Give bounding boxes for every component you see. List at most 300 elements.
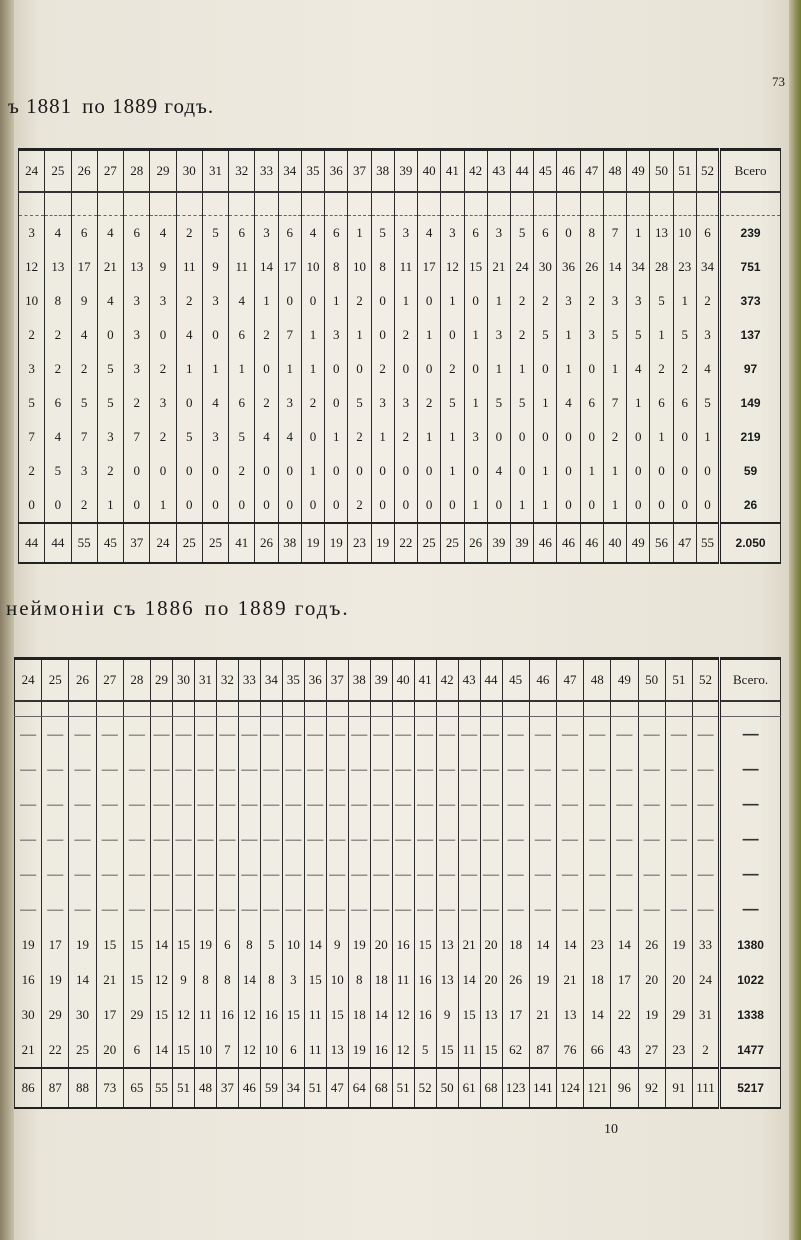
table-cell: 8 — [348, 962, 370, 997]
column-header: 30 — [172, 659, 194, 702]
dash-cell: — — [414, 787, 436, 822]
table-cell: 0 — [150, 318, 176, 352]
column-total-cell: 65 — [123, 1068, 150, 1108]
dash-cell: — — [15, 752, 42, 787]
dash-cell: — — [665, 892, 692, 927]
spacer-cell — [19, 192, 45, 216]
table-cell: 14 — [304, 927, 326, 962]
dash-cell: — — [304, 717, 326, 753]
column-header: 30 — [176, 150, 202, 193]
column-header: 42 — [464, 150, 487, 193]
table-cell: 3 — [255, 216, 278, 251]
table-cell: 1 — [348, 318, 371, 352]
row-total-cell: 1380 — [720, 927, 781, 962]
table-cell: 10 — [326, 962, 348, 997]
table-cell: 19 — [348, 1032, 370, 1068]
column-total-cell: 124 — [556, 1068, 583, 1108]
dash-cell: — — [348, 752, 370, 787]
table-cell: 0 — [510, 420, 533, 454]
table-cell: 12 — [172, 997, 194, 1032]
column-header: 40 — [392, 659, 414, 702]
table-cell: 4 — [418, 216, 441, 251]
column-header: 32 — [229, 150, 255, 193]
dash-cell: — — [414, 822, 436, 857]
dash-cell: — — [611, 717, 638, 753]
spacer-cell — [584, 701, 611, 717]
table-cell: 6 — [580, 386, 603, 420]
table-cell: 14 — [238, 962, 260, 997]
statistics-table-2 — [14, 657, 781, 1109]
table-cell: 6 — [229, 318, 255, 352]
table-cell: 17 — [611, 962, 638, 997]
page-number: 73 — [772, 74, 785, 89]
table-cell: 0 — [45, 488, 71, 523]
table-cell: 4 — [557, 386, 580, 420]
dash-cell: — — [151, 787, 173, 822]
table-cell: 3 — [627, 284, 650, 318]
spacer-cell — [238, 701, 260, 717]
table-cell: 4 — [150, 216, 176, 251]
table-cell: 22 — [42, 1032, 69, 1068]
dash-cell: — — [15, 857, 42, 892]
table-cell: 14 — [69, 962, 96, 997]
column-header: 47 — [580, 150, 603, 193]
table-row-empty — [15, 892, 781, 927]
dash-cell: — — [304, 822, 326, 857]
table-cell: 15 — [326, 997, 348, 1032]
spacer-cell — [458, 701, 480, 717]
table-cell: 5 — [348, 386, 371, 420]
table-cell: 14 — [151, 1032, 173, 1068]
table-cell: 9 — [172, 962, 194, 997]
dash-cell: — — [436, 752, 458, 787]
spacer-cell — [502, 701, 529, 717]
dash-cell: — — [611, 787, 638, 822]
spacer-cell — [255, 192, 278, 216]
table-cell: 0 — [176, 488, 202, 523]
dash-cell: — — [692, 787, 719, 822]
table-cell: 2 — [176, 284, 202, 318]
table-cell: 0 — [441, 488, 464, 523]
table-cell: 21 — [15, 1032, 42, 1068]
column-header: 50 — [638, 659, 665, 702]
table-cell: 1 — [150, 488, 176, 523]
table-cell: 2 — [19, 454, 45, 488]
column-header: 41 — [414, 659, 436, 702]
dash-cell: — — [326, 717, 348, 753]
table-cell: 0 — [202, 454, 228, 488]
spacer-cell — [15, 701, 42, 717]
dash-cell: — — [348, 892, 370, 927]
table-cell: 8 — [45, 284, 71, 318]
table-cell: 1 — [394, 284, 417, 318]
dash-cell: — — [436, 787, 458, 822]
table-cell: 10 — [194, 1032, 216, 1068]
table-cell: 1 — [650, 318, 673, 352]
dash-cell: — — [692, 857, 719, 892]
dash-cell: — — [348, 787, 370, 822]
table-cell: 0 — [650, 454, 673, 488]
dash-cell: — — [15, 892, 42, 927]
column-total-cell: 40 — [603, 523, 626, 563]
table-cell: 29 — [665, 997, 692, 1032]
dash-cell: — — [282, 857, 304, 892]
table-cell: 5 — [176, 420, 202, 454]
dash-cell: — — [260, 787, 282, 822]
table-cell: 16 — [216, 997, 238, 1032]
table-cell: 16 — [414, 962, 436, 997]
table-cell: 9 — [71, 284, 97, 318]
table-cell: 6 — [45, 386, 71, 420]
table-cell: 1 — [441, 284, 464, 318]
table-cell: 1 — [418, 420, 441, 454]
table-cell: 0 — [673, 420, 696, 454]
table-cell: 0 — [97, 318, 123, 352]
table-cell: 4 — [278, 420, 301, 454]
column-header: 43 — [458, 659, 480, 702]
table-cell: 16 — [414, 997, 436, 1032]
dash-cell: — — [370, 892, 392, 927]
table-cell: 3 — [325, 318, 348, 352]
table-cell: 3 — [124, 352, 150, 386]
spacer-cell — [71, 192, 97, 216]
table-cell: 18 — [502, 927, 529, 962]
table-cell: 15 — [123, 962, 150, 997]
dash-cell: — — [151, 822, 173, 857]
dash-cell: — — [584, 787, 611, 822]
table-row-empty — [15, 752, 781, 787]
table-cell: 0 — [418, 454, 441, 488]
table-cell: 3 — [97, 420, 123, 454]
column-total-cell: 44 — [19, 523, 45, 563]
table-cell: 4 — [97, 284, 123, 318]
table-cell: 5 — [97, 386, 123, 420]
section-heading-1 — [8, 94, 214, 119]
table-cell: 1 — [510, 352, 533, 386]
column-header: 44 — [510, 150, 533, 193]
table-cell: 2 — [124, 386, 150, 420]
column-header: 38 — [371, 150, 394, 193]
column-header: 25 — [42, 659, 69, 702]
table-cell: 6 — [650, 386, 673, 420]
dash-cell: — — [529, 857, 556, 892]
dash-cell: — — [529, 892, 556, 927]
dash-cell: — — [502, 892, 529, 927]
table-cell: 15 — [480, 1032, 502, 1068]
table-row — [19, 420, 781, 454]
spacer-cell — [534, 192, 557, 216]
spacer-row — [15, 701, 781, 717]
dash-cell: — — [96, 787, 123, 822]
table-cell: 2 — [45, 318, 71, 352]
table-cell: 17 — [42, 927, 69, 962]
dash-cell: — — [529, 717, 556, 753]
table-cell: 3 — [487, 216, 510, 251]
spacer-cell — [529, 701, 556, 717]
table-cell: 6 — [216, 927, 238, 962]
table-cell: 2 — [71, 352, 97, 386]
spacer-cell — [692, 701, 719, 717]
table-cell: 7 — [278, 318, 301, 352]
table-cell: 15 — [414, 927, 436, 962]
table-cell: 3 — [124, 318, 150, 352]
table-cell: 4 — [45, 216, 71, 251]
table-cell: 1 — [176, 352, 202, 386]
heading-2-right: по 1889 годъ. — [204, 596, 350, 620]
table-row — [15, 1032, 781, 1068]
column-header: 26 — [69, 659, 96, 702]
table-cell: 29 — [42, 997, 69, 1032]
column-total-cell: 92 — [638, 1068, 665, 1108]
table-cell: 0 — [325, 386, 348, 420]
dash-cell: — — [480, 822, 502, 857]
table-cell: 23 — [584, 927, 611, 962]
column-header: 35 — [282, 659, 304, 702]
table-cell: 14 — [370, 997, 392, 1032]
heading-1-left: ъ 1881 — [8, 94, 73, 118]
table-cell: 15 — [96, 927, 123, 962]
table-cell: 3 — [464, 420, 487, 454]
table-cell: 28 — [650, 250, 673, 284]
table-cell: 4 — [229, 284, 255, 318]
column-header: 25 — [45, 150, 71, 193]
spacer-row — [19, 192, 781, 216]
dash-cell: — — [665, 857, 692, 892]
table-cell: 6 — [278, 216, 301, 251]
table-cell: 30 — [534, 250, 557, 284]
dash-cell: — — [42, 717, 69, 753]
column-total-cell: 49 — [627, 523, 650, 563]
table-cell: 0 — [255, 454, 278, 488]
spacer-cell — [348, 701, 370, 717]
table-cell: 2 — [696, 284, 719, 318]
table-cell: 7 — [603, 386, 626, 420]
dash-cell: — — [638, 752, 665, 787]
dash-cell: — — [665, 752, 692, 787]
dash-cell: — — [584, 752, 611, 787]
spacer-cell — [510, 192, 533, 216]
table-cell: 0 — [557, 488, 580, 523]
table-cell: 0 — [696, 488, 719, 523]
table-cell: 21 — [529, 997, 556, 1032]
column-total-cell: 46 — [534, 523, 557, 563]
section-heading-2 — [6, 596, 350, 621]
table-cell: 8 — [371, 250, 394, 284]
table-cell: 7 — [124, 420, 150, 454]
column-header: 45 — [502, 659, 529, 702]
column-header: 24 — [15, 659, 42, 702]
table-cell: 3 — [603, 284, 626, 318]
table-cell: 1 — [696, 420, 719, 454]
table-cell: 0 — [534, 420, 557, 454]
table-cell: 6 — [696, 216, 719, 251]
table-header-row — [19, 150, 781, 193]
table-cell: 15 — [304, 962, 326, 997]
table-cell: 1 — [487, 352, 510, 386]
dash-cell: — — [96, 857, 123, 892]
table-cell: 0 — [464, 454, 487, 488]
dash-cell: — — [436, 857, 458, 892]
dash-cell: — — [665, 717, 692, 753]
dash-cell: — — [123, 752, 150, 787]
column-total-cell: 73 — [96, 1068, 123, 1108]
spacer-cell — [696, 192, 719, 216]
table-cell: 1 — [255, 284, 278, 318]
spacer-cell — [325, 192, 348, 216]
spacer-cell — [487, 192, 510, 216]
table-cell: 0 — [124, 454, 150, 488]
spacer-cell — [348, 192, 371, 216]
spacer-cell — [480, 701, 502, 717]
column-header: 26 — [71, 150, 97, 193]
table-cell: 19 — [69, 927, 96, 962]
table-cell: 34 — [696, 250, 719, 284]
dash-cell: — — [502, 857, 529, 892]
table-cell: 0 — [325, 488, 348, 523]
dash-cell: — — [304, 892, 326, 927]
column-total-cell: 37 — [124, 523, 150, 563]
row-total-cell: 1022 — [720, 962, 781, 997]
table-cell: 6 — [71, 216, 97, 251]
dash-cell: — — [556, 717, 583, 753]
dash-cell: — — [692, 752, 719, 787]
table-cell: 5 — [627, 318, 650, 352]
column-total-cell: 26 — [464, 523, 487, 563]
column-total-cell: 47 — [673, 523, 696, 563]
table-cell: 10 — [260, 1032, 282, 1068]
column-total-cell: 25 — [202, 523, 228, 563]
dash-cell: — — [123, 857, 150, 892]
spacer-cell — [216, 701, 238, 717]
dash-cell: — — [282, 787, 304, 822]
column-total-cell: 52 — [414, 1068, 436, 1108]
dash-cell: — — [172, 857, 194, 892]
table-cell: 15 — [172, 927, 194, 962]
table-cell: 3 — [278, 386, 301, 420]
table-cell: 0 — [255, 352, 278, 386]
dash-cell: — — [15, 822, 42, 857]
table-cell: 17 — [278, 250, 301, 284]
dash-cell: — — [370, 822, 392, 857]
table-cell: 19 — [15, 927, 42, 962]
column-header: 29 — [151, 659, 173, 702]
table-cell: 0 — [229, 488, 255, 523]
table-cell: 0 — [301, 488, 324, 523]
dash-cell: — — [392, 752, 414, 787]
table-cell: 15 — [172, 1032, 194, 1068]
column-header: 49 — [627, 150, 650, 193]
table-cell: 1 — [301, 352, 324, 386]
table-cell: 2 — [301, 386, 324, 420]
dash-cell: — — [556, 752, 583, 787]
table-cell: 1 — [325, 284, 348, 318]
table-cell: 24 — [510, 250, 533, 284]
table-cell: 1 — [278, 352, 301, 386]
table-cell: 14 — [584, 997, 611, 1032]
table-cell: 8 — [325, 250, 348, 284]
dash-cell: — — [502, 752, 529, 787]
table-header-row — [15, 659, 781, 702]
dash-cell: — — [611, 857, 638, 892]
spacer-cell — [370, 701, 392, 717]
table-cell: 2 — [348, 488, 371, 523]
table-cell: 1 — [464, 488, 487, 523]
table-cell: 0 — [278, 454, 301, 488]
statistics-table-1 — [18, 148, 781, 564]
table-cell: 19 — [665, 927, 692, 962]
table-cell: 21 — [96, 962, 123, 997]
dash-cell: — — [556, 857, 583, 892]
spacer-cell — [371, 192, 394, 216]
spacer-cell — [638, 701, 665, 717]
row-total-cell: 219 — [720, 420, 781, 454]
table-cell: 27 — [638, 1032, 665, 1068]
table-cell: 11 — [194, 997, 216, 1032]
table-cell: 3 — [150, 284, 176, 318]
grand-total-cell: 2.050 — [720, 523, 781, 563]
spacer-cell — [278, 192, 301, 216]
dash-cell: — — [458, 892, 480, 927]
table-cell: 13 — [436, 962, 458, 997]
column-header: Всего — [720, 150, 781, 193]
dash-cell: — — [348, 717, 370, 753]
dash-cell: — — [436, 822, 458, 857]
table-cell: 12 — [151, 962, 173, 997]
table-cell: 2 — [150, 352, 176, 386]
column-total-cell: 41 — [229, 523, 255, 563]
table-row — [19, 488, 781, 523]
column-total-cell: 45 — [97, 523, 123, 563]
table-cell: 5 — [510, 386, 533, 420]
dash-cell: — — [611, 752, 638, 787]
row-total-cell: 59 — [720, 454, 781, 488]
dash-cell: — — [238, 892, 260, 927]
table-row — [19, 454, 781, 488]
table-cell: 4 — [97, 216, 123, 251]
table-cell: 0 — [557, 454, 580, 488]
dash-cell: — — [216, 787, 238, 822]
table-cell: 12 — [19, 250, 45, 284]
spacer-cell — [123, 701, 150, 717]
table-cell: 11 — [458, 1032, 480, 1068]
table-cell: 20 — [370, 927, 392, 962]
table-cell: 29 — [123, 997, 150, 1032]
table-cell: 10 — [282, 927, 304, 962]
dash-cell: — — [42, 787, 69, 822]
column-header: 39 — [370, 659, 392, 702]
table-cell: 0 — [696, 454, 719, 488]
table-cell: 1 — [202, 352, 228, 386]
column-header: 46 — [557, 150, 580, 193]
dash-cell: — — [638, 787, 665, 822]
dash-cell: — — [194, 892, 216, 927]
table-cell: 6 — [282, 1032, 304, 1068]
column-header: 24 — [19, 150, 45, 193]
column-header: 31 — [194, 659, 216, 702]
dash-cell: — — [194, 822, 216, 857]
table-cell: 0 — [301, 284, 324, 318]
row-total-cell: 1338 — [720, 997, 781, 1032]
table-cell: 19 — [638, 997, 665, 1032]
column-header: 38 — [348, 659, 370, 702]
table-cell: 3 — [282, 962, 304, 997]
dash-cell: — — [348, 857, 370, 892]
dash-cell: — — [216, 752, 238, 787]
table-cell: 24 — [692, 962, 719, 997]
dash-cell: — — [692, 822, 719, 857]
table-cell: 5 — [19, 386, 45, 420]
spacer-cell — [557, 192, 580, 216]
